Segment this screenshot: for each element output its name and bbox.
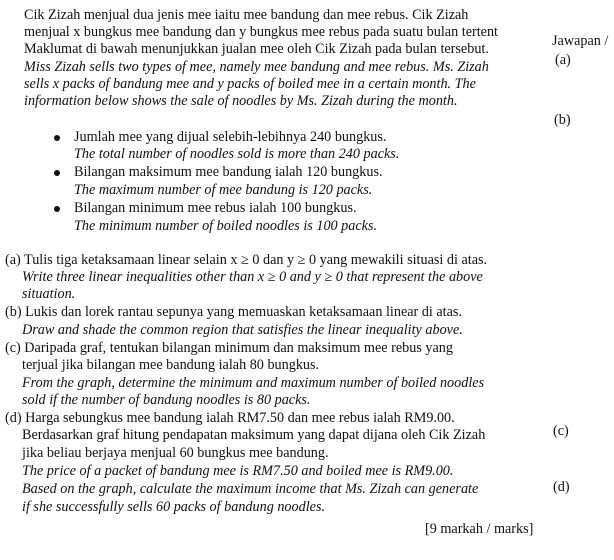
- intro-english-line-1: Miss Zizah sells two types of mee, namely mee bandung and mee rebus. Ms. Zizah: [24, 59, 489, 75]
- bullet-3-malay: Bilangan minimum mee rebus ialah 100 bungkus.: [74, 200, 357, 216]
- question-a-english-line-1: Write three linear inequalities other than x ≥ 0 and y ≥ 0 that represent the above: [22, 269, 483, 285]
- question-c-malay-line-1: (c) Daripada graf, tentukan bilangan minimum dan maksimum mee rebus yang: [5, 340, 453, 356]
- intro-english-line-2: sells x packs of bandung mee and y packs of boiled mee in a certain month. The: [24, 76, 476, 92]
- bullet-2-malay: Bilangan maksimum mee bandung ialah 120 bungkus.: [74, 164, 383, 180]
- question-c-english-line-1: From the graph, determine the minimum and maximum number of boiled noodles: [22, 375, 485, 391]
- intro-english-line-3: information below shows the sale of noodles by Ms. Zizah during the month.: [24, 93, 458, 109]
- answer-label-d: (d): [553, 479, 570, 495]
- question-a-malay: (a) Tulis tiga ketaksamaan linear selain x ≥ 0 dan y ≥ 0 yang mewakili situasi di atas.: [5, 252, 488, 268]
- bullet-1-malay: Jumlah mee yang dijual selebih-lebihnya 240 bungkus.: [74, 129, 387, 145]
- bullet-dot: [54, 135, 60, 141]
- question-d-malay-line-2: Berdasarkan graf hitung pendapatan maksimum yang dapat dijana oleh Cik Zizah: [22, 427, 486, 443]
- question-b-english: Draw and shade the common region that satisfies the linear inequality above.: [22, 322, 463, 338]
- question-d-malay-line-3: jika beliau berjaya menjual 60 bungkus mee bandung.: [22, 445, 329, 461]
- intro-malay-line-3: Maklumat di bawah menunjukkan jualan mee oleh Cik Zizah pada bulan tersebut.: [24, 41, 489, 57]
- question-c-english-line-2: sold if the number of bandung noodles is 80 packs.: [22, 392, 311, 408]
- answer-label-a: (a): [555, 52, 571, 68]
- bullet-dot: [54, 206, 60, 212]
- intro-malay-line-1: Cik Zizah menjual dua jenis mee iaitu mee bandung dan mee rebus. Cik Zizah: [24, 7, 469, 23]
- answer-header: Jawapan /: [552, 33, 609, 49]
- marks-label: [9 markah / marks]: [425, 521, 534, 537]
- question-d-english-line-2: Based on the graph, calculate the maximum income that Ms. Zizah can generate: [22, 481, 479, 497]
- question-d-english-line-3: if she successfully sells 60 packs of bandung noodles.: [22, 499, 326, 515]
- intro-malay-line-2: menjual x bungkus mee bandung dan y bungkus mee rebus pada suatu bulan tertent: [24, 24, 498, 40]
- bullet-2-english: The maximum number of mee bandung is 120 packs.: [74, 182, 373, 198]
- question-d-malay-line-1: (d) Harga sebungkus mee bandung ialah RM7.50 dan mee rebus ialah RM9.00.: [5, 410, 455, 426]
- question-b-malay: (b) Lukis dan lorek rantau sepunya yang memuaskan ketaksamaan linear di atas.: [5, 304, 462, 320]
- question-a-english-line-2: situation.: [22, 286, 76, 302]
- question-c-malay-line-2: terjual jika bilangan mee bandung ialah 80 bungkus.: [22, 357, 320, 373]
- bullet-1-english: The total number of noodles sold is more than 240 packs.: [74, 146, 400, 162]
- answer-label-b: (b): [554, 112, 571, 128]
- bullet-3-english: The minimum number of boiled noodles is 100 packs.: [74, 218, 378, 234]
- question-d-english-line-1: The price of a packet of bandung mee is RM7.50 and boiled mee is RM9.00.: [22, 463, 454, 479]
- answer-label-c: (c): [553, 423, 569, 439]
- bullet-dot: [54, 170, 60, 176]
